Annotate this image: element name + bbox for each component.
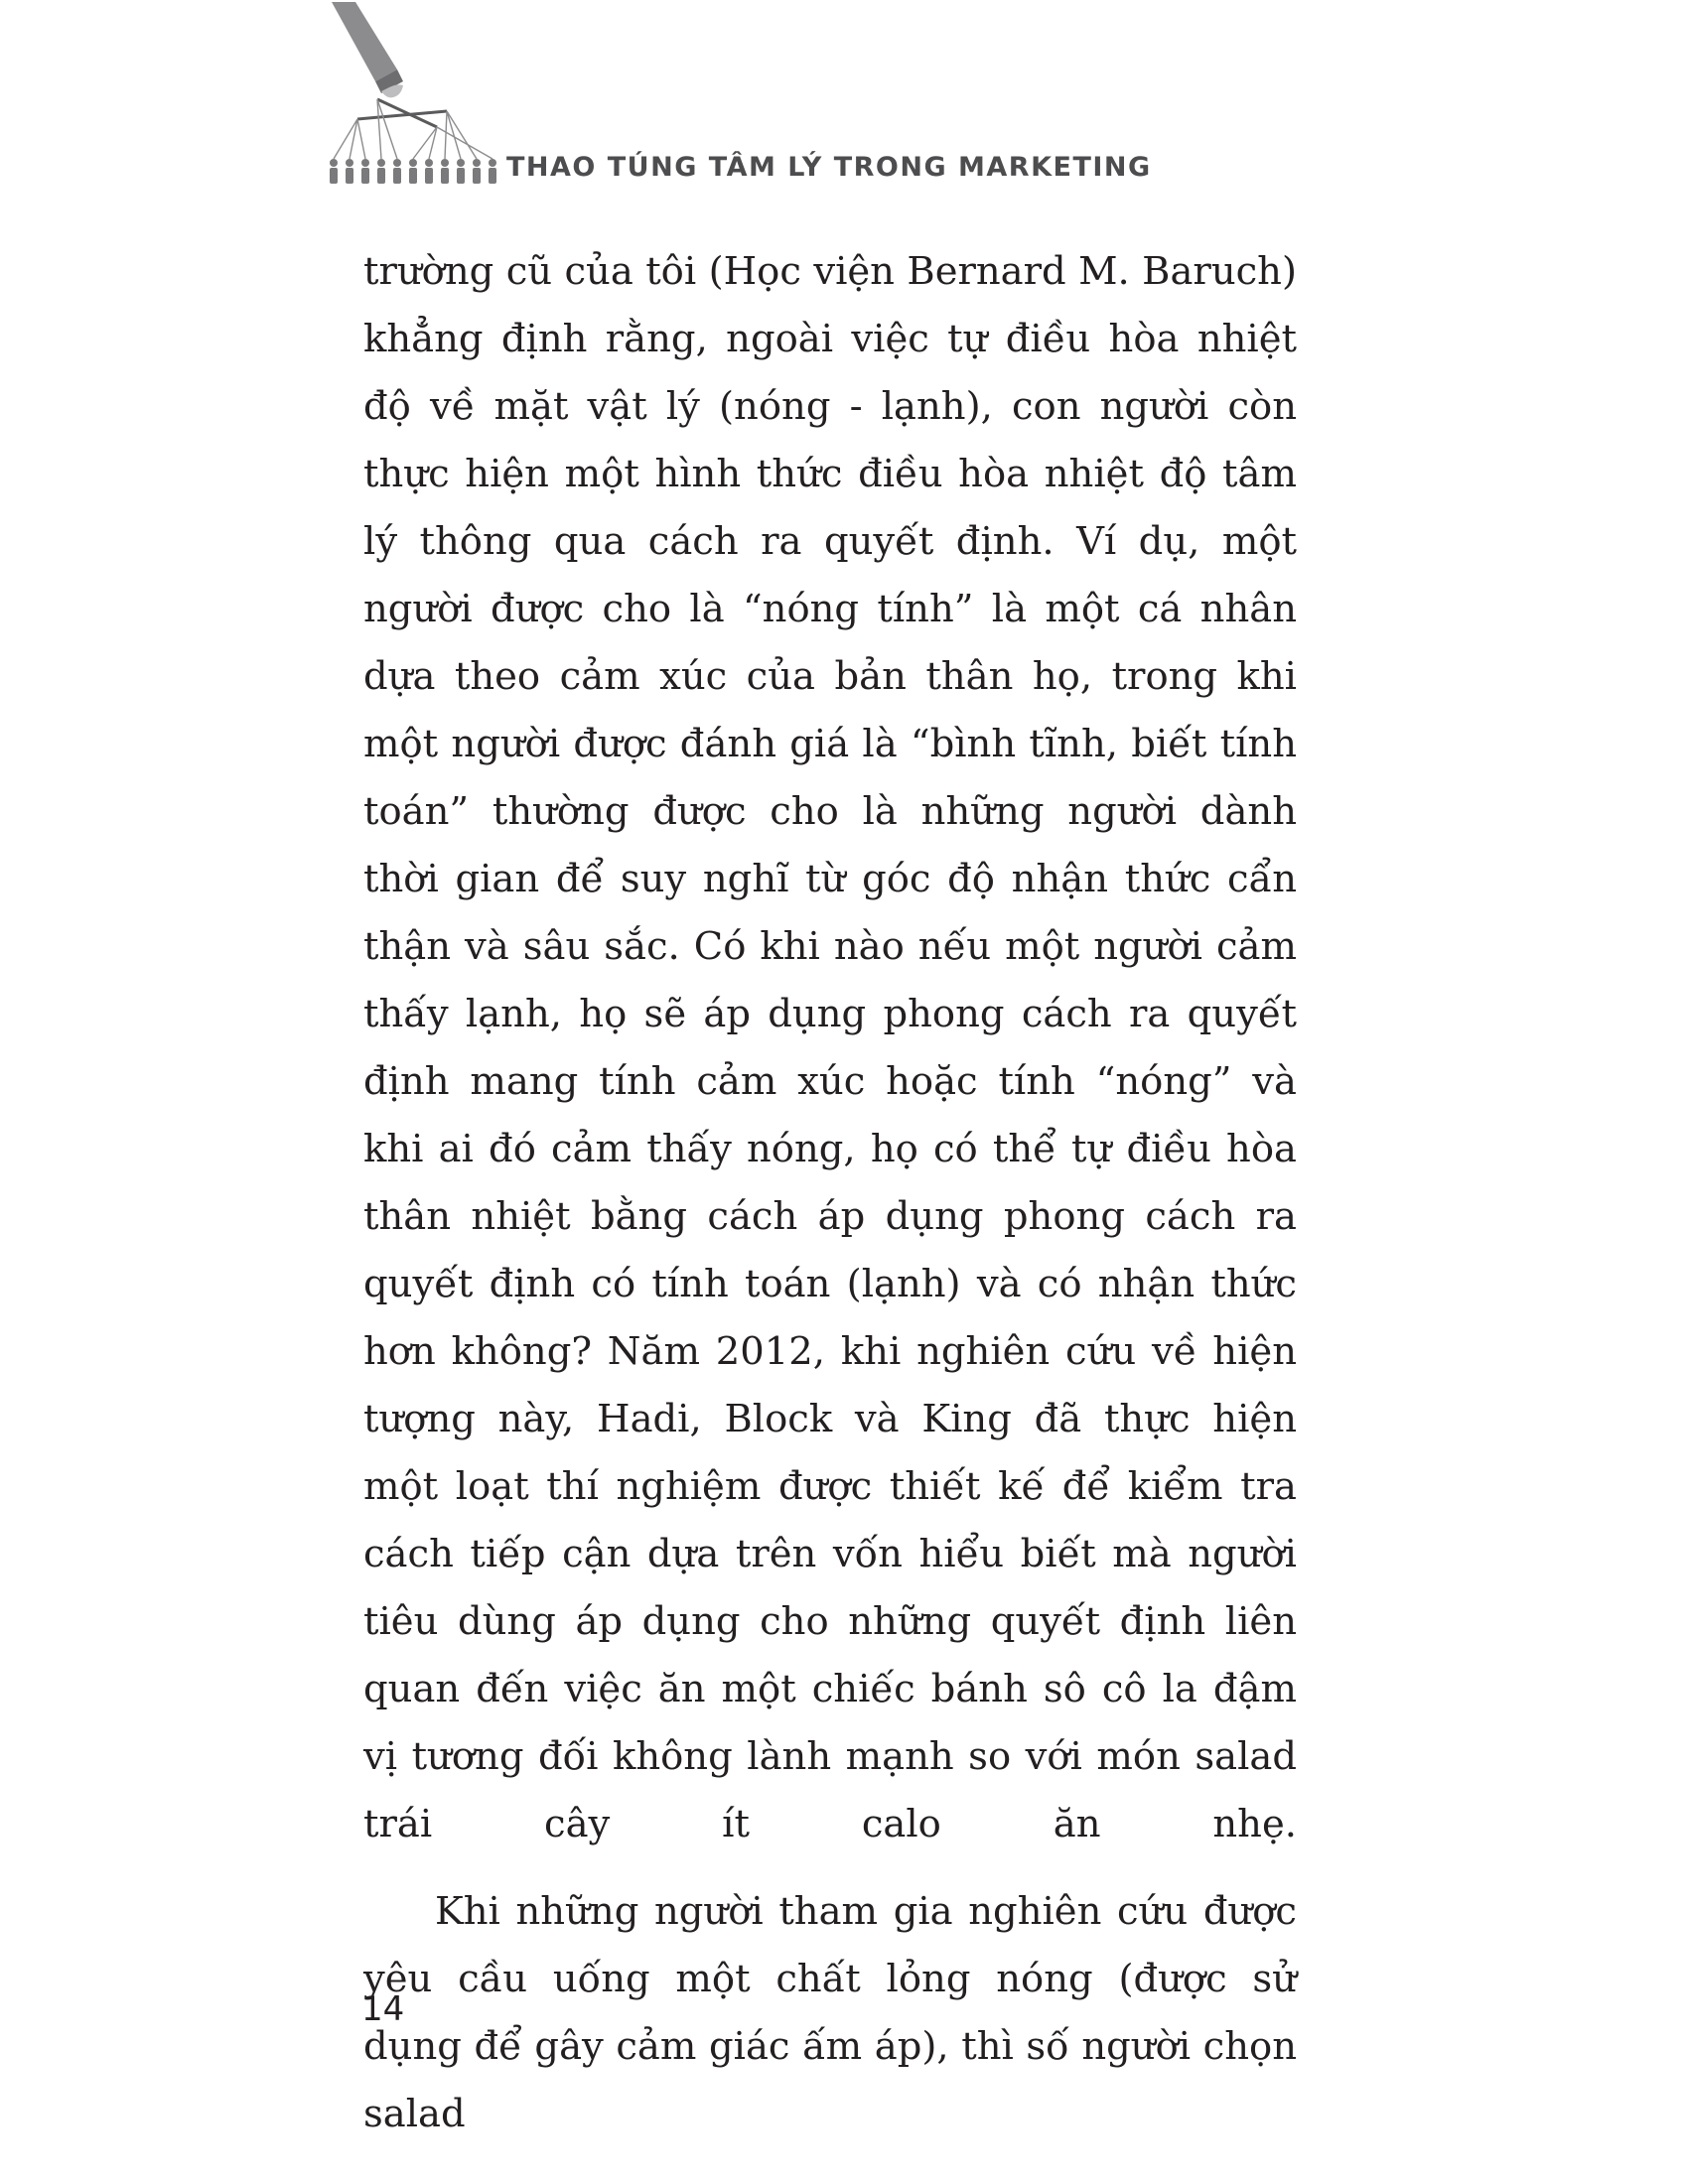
page-number: 14 xyxy=(361,1989,405,2029)
running-header-title: THAO TÚNG TÂM LÝ TRONG MARKETING xyxy=(506,152,1152,183)
paragraph-1: trường cũ của tôi (Học viện Bernard M. Baruch) khẳng định rằng, ngoài việc tự điều hòa nhiệt độ về mặt vật lý (nóng - lạnh), con người còn thực hiện một hình thức điều hòa nhiệt độ tâm lý thông qua cách ra quyết định. Ví dụ, một người được cho là “nóng tính” là một cá nhân dựa theo cảm xúc của bản thân họ, trong khi một người được đánh giá là “bình tĩnh, biết tính toán” thường được cho là những người dành thời gian để suy nghĩ từ góc độ nhận thức cẩn thận và sâu sắc. Có khi nào nếu một người cảm thấy lạnh, họ sẽ áp dụng phong cách ra quyết định mang tính cảm xúc hoặc tính “nóng” và khi ai đó cảm thấy nóng, họ có thể tự điều hòa thân nhiệt bằng cách áp dụng phong cách ra quyết định có tính toán (lạnh) và có nhận thức hơn không? Năm 2012, khi nghiên cứu về hiện tượng này, Hadi, Block và King đã thực hiện một loạt thí nghiệm được thiết kế để kiểm tra cách tiếp cận dựa trên vốn hiểu biết mà người tiêu dùng áp dụng cho những quyết định liên quan đến việc ăn một chiếc bánh sô cô la đậm vị tương đối không lành mạnh so với món salad trái cây ít calo ăn nhẹ. xyxy=(363,249,1297,1846)
puppeteer-hand-icon xyxy=(328,0,496,194)
body-text xyxy=(363,238,1297,2148)
paragraph-2: Khi những người tham gia nghiên cứu được yêu cầu uống một chất lỏng nóng (được sử dụng để gây cảm giác ấm áp), thì số người chọn salad xyxy=(363,1889,1297,2136)
